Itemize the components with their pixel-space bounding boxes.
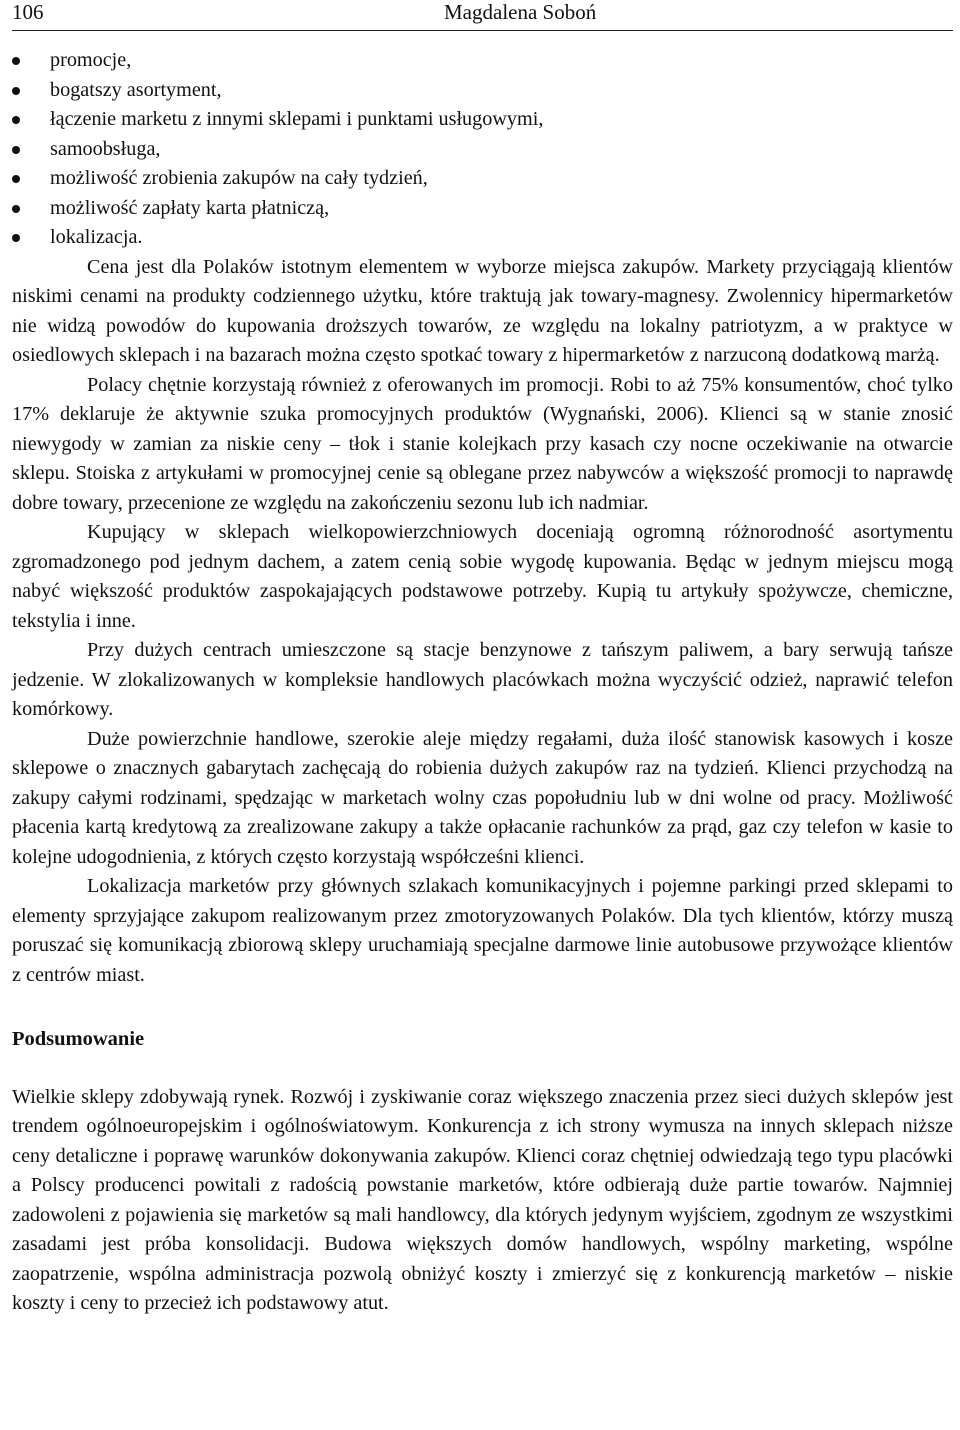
bullet-list (12, 46, 953, 253)
bullet-icon (12, 234, 20, 242)
list-item: możliwość zapłaty karta płatniczą, (12, 194, 953, 224)
section-heading-summary: Podsumowanie (12, 1028, 145, 1050)
running-author: Magdalena Soboń (444, 0, 597, 24)
running-header (12, 0, 953, 31)
list-item: łączenie marketu z innymi sklepami i punktami usługowymi, (12, 105, 953, 135)
bullet-icon (12, 57, 20, 65)
list-item: możliwość zrobienia zakupów na cały tydzień, (12, 164, 953, 194)
bullet-icon (12, 116, 20, 124)
paragraph-space: Duże powierzchnie handlowe, szerokie aleje między regałami, duża ilość stanowisk kasowych i kosze sklepowe o znacznych gabarytach zachęcają do robienia dużych zakupów raz na tydzień. Klienci przychodzą na zakupy całymi rodzinami, spędzając w marketach wolny czas popołudniu lub w dni wolne od pracy. Możliwość płacenia kartą kredytową za zrealizowane zakupy a także opłacanie rachunków za prąd, gaz czy telefon w kasie to kolejne udogodnienia, z których często korzystają współcześni klienci. (12, 727, 953, 868)
bullet-icon (12, 175, 20, 183)
paragraph-price: Cena jest dla Polaków istotnym elementem w wyborze miejsca zakupów. Markety przyciągają klientów niskimi cenami na produkty codziennego użytku, które traktują jak towary-magnesy. Zwolennicy hipermarketów nie widzą powodów do kupowania droższych towarów, ze względu na lokalny patriotyzm, a w praktyce w osiedlowych sklepach i na bazarach można często spotkać towary z hipermarketów z narzuconą dodatkową marżą. (12, 255, 953, 366)
paragraph-promotions: Polacy chętnie korzystają również z oferowanych im promocji. Robi to aż 75% konsumentów, choć tylko 17% deklaruje że aktywnie szuka promocyjnych produktów (Wygnański, 2006). Klienci są w stanie znosić niewygody w zamian za niskie ceny – tłok i stanie kolejkach przy kasach czy nocne oczekiwanie na otwarcie sklepu. Stoiska z artykułami w promocyjnej cenie są oblegane przez nabywców a większość promocji to naprawdę dobre towary, przecenione ze względu na zakończeniu sezonu lub ich nadmiar. (12, 373, 953, 514)
list-item: promocje, (12, 46, 953, 76)
paragraph-location: Lokalizacja marketów przy głównych szlakach komunikacyjnych i pojemne parkingi przed sklepami to elementy sprzyjające zakupom realizowanym przez zmotoryzowanych Polaków. Dla tych klientów, którzy muszą poruszać się komunikacją zbiorową sklepy uruchamiają specjalne darmowe linie autobusowe przywożące klientów z centrów miast. (12, 875, 953, 986)
page-body (12, 46, 953, 1319)
list-item: lokalizacja. (12, 223, 953, 253)
bullet-icon (12, 87, 20, 95)
bullet-icon (12, 146, 20, 154)
list-item: bogatszy asortyment, (12, 76, 953, 106)
paragraph-summary: Wielkie sklepy zdobywają rynek. Rozwój i zyskiwanie coraz większego znaczenia przez sieci dużych sklepów jest trendem ogólnoeuropejskim i ogólnoświatowym. Konkurencja z ich strony wymusza na innych sklepach niższe ceny detaliczne i poprawę warunków dokonywania zakupów. Klienci coraz chętniej odwiedzają tego typu placówki a Polscy producenci powitali z radością powstanie marketów, które odbierają duże partie towarów. Najmniej zadowoleni z pojawienia się marketów są mali handlowcy, dla których jedynym wyjściem, zgodnym ze wszystkimi zasadami jest próba konsolidacji. Budowa większych domów handlowych, wspólny marketing, wspólne zaopatrzenie, wspólna administracja pozwolą obniżyć koszty i zmierzyć się z konkurencją marketów – niskie koszty i ceny to przecież ich podstawowy atut. (12, 1085, 953, 1314)
bullet-icon (12, 205, 20, 213)
paragraph-services: Przy dużych centrach umieszczone są stacje benzynowe z tańszym paliwem, a bary serwują tańsze jedzenie. W zlokalizowanych w kompleksie handlowych placówkach można wyczyścić odzież, naprawić telefon komórkowy. (12, 639, 953, 720)
page-number: 106 (12, 0, 44, 24)
list-item: samoobsługa, (12, 135, 953, 165)
paragraph-assortment: Kupujący w sklepach wielkopowierzchniowych doceniają ogromną różnorodność asortymentu zgromadzonego pod jednym dachem, a zatem cenią sobie wygodę kupowania. Będąc w jednym miejscu mogą nabyć większość produktów zaspokajających podstawowe potrzeby. Kupią tu artykuły spożywcze, chemiczne, tekstylia i inne. (12, 521, 953, 632)
